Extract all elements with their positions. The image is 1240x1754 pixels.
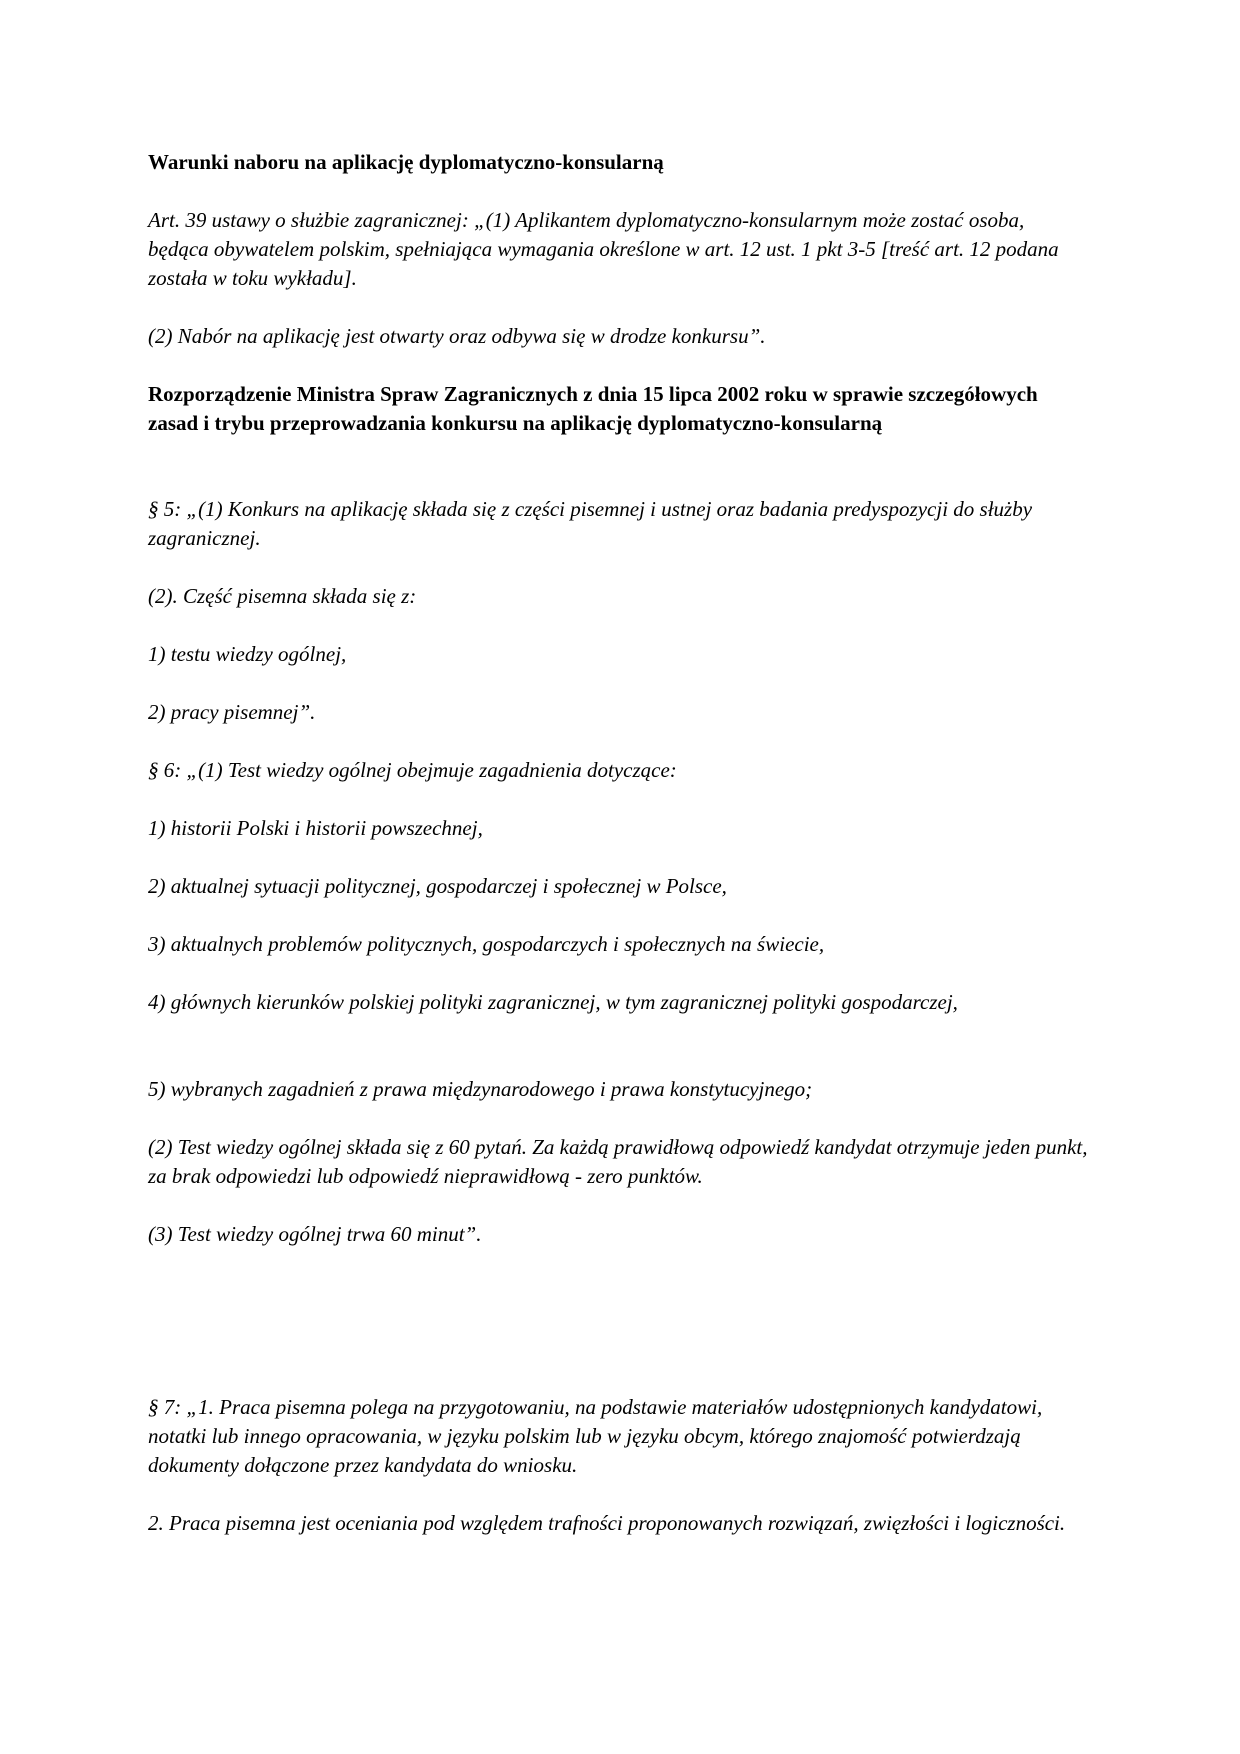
section7-paragraph-1: § 7: „1. Praca pisemna polega na przygotowaniu, na podstawie materiałów udostępnionych kandydatowi, notatki lub innego opracowania, w języku polskim lub w języku obcym, którego znajomość potwierdzają dokumenty dołączone przez kandydata do wniosku. xyxy=(148,1395,1043,1477)
art39-paragraph-2: (2) Nabór na aplikację jest otwarty oraz odbywa się w drodze konkursu”. xyxy=(148,324,766,348)
section7-paragraph-2: 2. Praca pisemna jest oceniania pod względem trafności proponowanych rozwiązań, zwięzłości i logiczności. xyxy=(148,1511,1066,1535)
section6-list-item: 1) historii Polski i historii powszechnej, xyxy=(148,816,483,840)
section6-list-item: 4) głównych kierunków polskiej polityki zagranicznej, w tym zagranicznej polityki gospodarczej, xyxy=(148,990,958,1014)
art39-paragraph-1: Art. 39 ustawy o służbie zagranicznej: „(1) Aplikantem dyplomatyczno-konsularnym może zostać osoba, będąca obywatelem polskim, spełniająca wymagania określone w art. 12 ust. 1 pkt 3-5 [treść art. 12 podana została w toku wykładu]. xyxy=(148,208,1059,290)
section6-list-item: 2) aktualnej sytuacji politycznej, gospodarczej i społecznej w Polsce, xyxy=(148,874,727,898)
section5-list-item: 1) testu wiedzy ogólnej, xyxy=(148,642,347,666)
regulation-heading: Rozporządzenie Ministra Spraw Zagranicznych z dnia 15 lipca 2002 roku w sprawie szczegółowych zasad i trybu przeprowadzania konkursu na aplikację dyplomatyczno-konsularną xyxy=(148,382,1038,435)
section5-paragraph-2: (2). Część pisemna składa się z: xyxy=(148,584,417,608)
section5-list-item: 2) pracy pisemnej”. xyxy=(148,700,316,724)
section6-list-item: 3) aktualnych problemów politycznych, gospodarczych i społecznych na świecie, xyxy=(148,932,825,956)
section6-paragraph-2: (2) Test wiedzy ogólnej składa się z 60 pytań. Za każdą prawidłową odpowiedź kandydat otrzymuje jeden punkt, za brak odpowiedzi lub odpowiedź nieprawidłową - zero punktów. xyxy=(148,1135,1088,1188)
document-title: Warunki naboru na aplikację dyplomatyczno-konsularną xyxy=(148,150,664,174)
section6-list-item: 5) wybranych zagadnień z prawa międzynarodowego i prawa konstytucyjnego; xyxy=(148,1077,813,1101)
section5-paragraph-1: § 5: „(1) Konkurs na aplikację składa się z części pisemnej i ustnej oraz badania predyspozycji do służby zagranicznej. xyxy=(148,497,1033,550)
section6-paragraph-3: (3) Test wiedzy ogólnej trwa 60 minut”. xyxy=(148,1222,482,1246)
section6-paragraph-1: § 6: „(1) Test wiedzy ogólnej obejmuje zagadnienia dotyczące: xyxy=(148,758,677,782)
